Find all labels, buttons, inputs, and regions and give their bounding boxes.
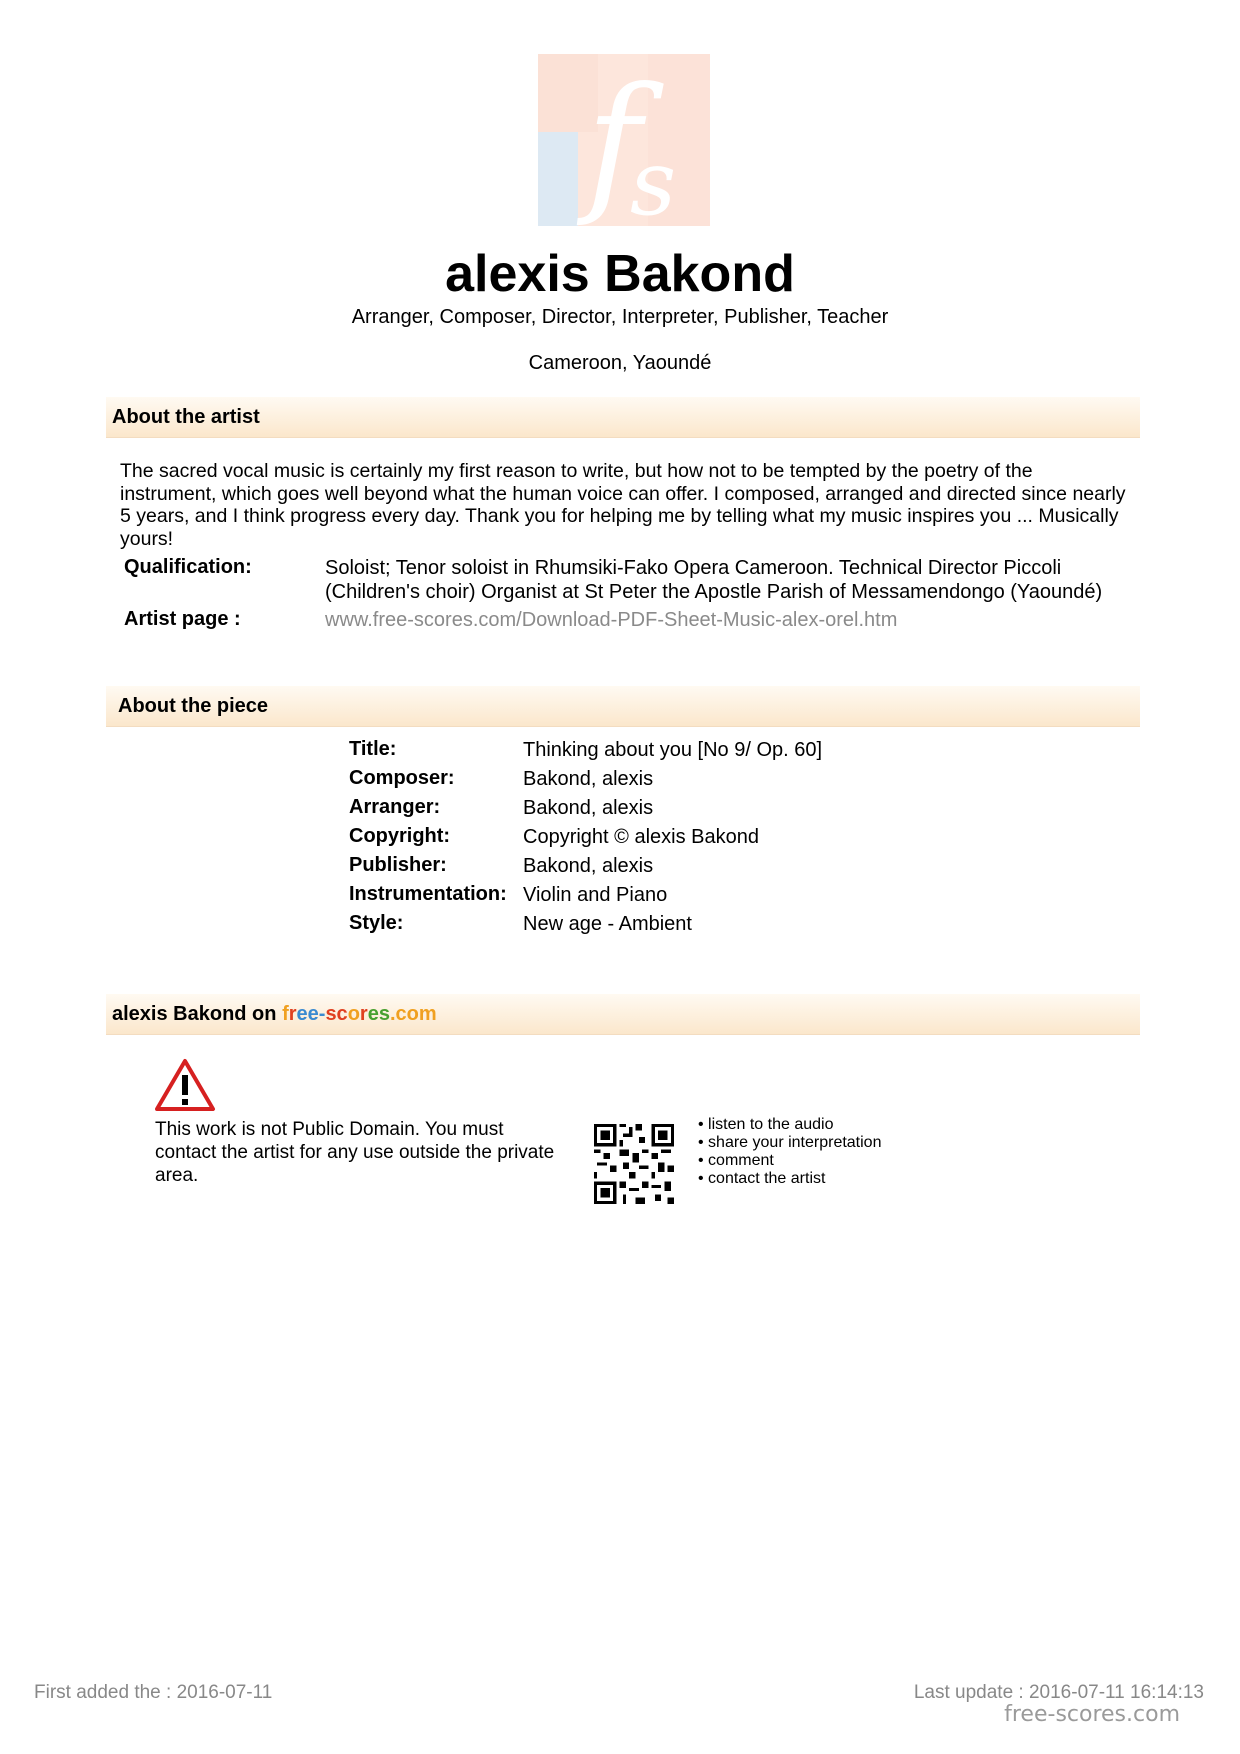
svg-text:s: s [630,131,677,226]
feature-item: • share your interpretation [698,1134,881,1152]
site-letter: es [367,1003,390,1025]
qualification-label: Qualification: [124,556,252,578]
piece-label: Arranger: [349,796,441,818]
artist-roles: Arranger, Composer, Director, Interpreter, Publisher, Teacher [351,306,889,328]
piece-label: Publisher: [349,854,447,876]
site-letter: ee- [296,1003,326,1025]
piece-label: Composer: [349,767,455,789]
piece-label: Instrumentation: [349,883,507,905]
artist-bio: The sacred vocal music is certainly my first reason to write, but how not to be tempted by the poetry of the instrument, which goes well beyond what the human voice can offer. I composed, arranged and directed since nearly 5 years, and I think progress every day. Thank you for helping me by telling what my music inspires you ... Musically yours! [120,460,1126,550]
public-domain-notice: This work is not Public Domain. You must contact the artist for any use outside the private area. [155,1119,555,1186]
on-site-prefix: alexis Bakond on [112,1003,283,1025]
footer-site-logo: free-scores.com [1004,1702,1180,1727]
artist-page-link[interactable]: www.free-scores.com/Download-PDF-Sheet-Music-alex-orel.htm [325,609,898,631]
piece-label: Style: [349,912,404,934]
qr-code-icon[interactable] [594,1124,674,1204]
site-letter: .com [389,1003,437,1025]
free-scores-logo-icon [538,54,710,226]
on-site-header [106,994,1140,1035]
artist-name: alexis Bakond [445,245,795,303]
about-artist-title: About the artist [112,406,260,428]
piece-value: Thinking about you [No 9/ Op. 60] [523,739,823,761]
warning-icon [154,1058,216,1112]
about-artist-header [106,397,1140,438]
about-piece-title: About the piece [118,695,269,717]
feature-list [698,1116,881,1188]
site-letter: r [359,1003,368,1025]
piece-value: Bakond, alexis [523,797,654,819]
site-letter: sc [325,1003,348,1025]
piece-value: Bakond, alexis [523,768,654,790]
site-letter: r [288,1003,297,1025]
site-name-link[interactable] [282,1003,437,1025]
svg-text:f: f [586,56,642,226]
artist-page-label: Artist page : [124,608,241,630]
on-site-title [112,1003,437,1026]
piece-label: Copyright: [349,825,451,847]
site-letter: o [347,1003,360,1025]
artist-location: Cameroon, Yaoundé [528,352,712,374]
about-piece-header [106,686,1140,727]
piece-label: Title: [349,738,397,760]
qualification-value: Soloist; Tenor soloist in Rhumsiki-Fako Opera Cameroon. Technical Director Piccoli (Children's choir) Organist at St Peter the Apostle Parish of Messamendongo (Yaoundé) [325,557,1103,603]
piece-value: Copyright © alexis Bakond [523,826,759,848]
feature-item: • comment [698,1152,881,1170]
first-added-date: First added the : 2016-07-11 [34,1682,273,1703]
piece-value: Bakond, alexis [523,855,654,877]
piece-value: New age - Ambient [523,913,692,935]
piece-value: Violin and Piano [523,884,668,906]
site-letter: f [282,1003,289,1025]
feature-item: • contact the artist [698,1170,881,1188]
last-update-date: Last update : 2016-07-11 16:14:13 [913,1682,1204,1703]
feature-item: • listen to the audio [698,1116,881,1134]
